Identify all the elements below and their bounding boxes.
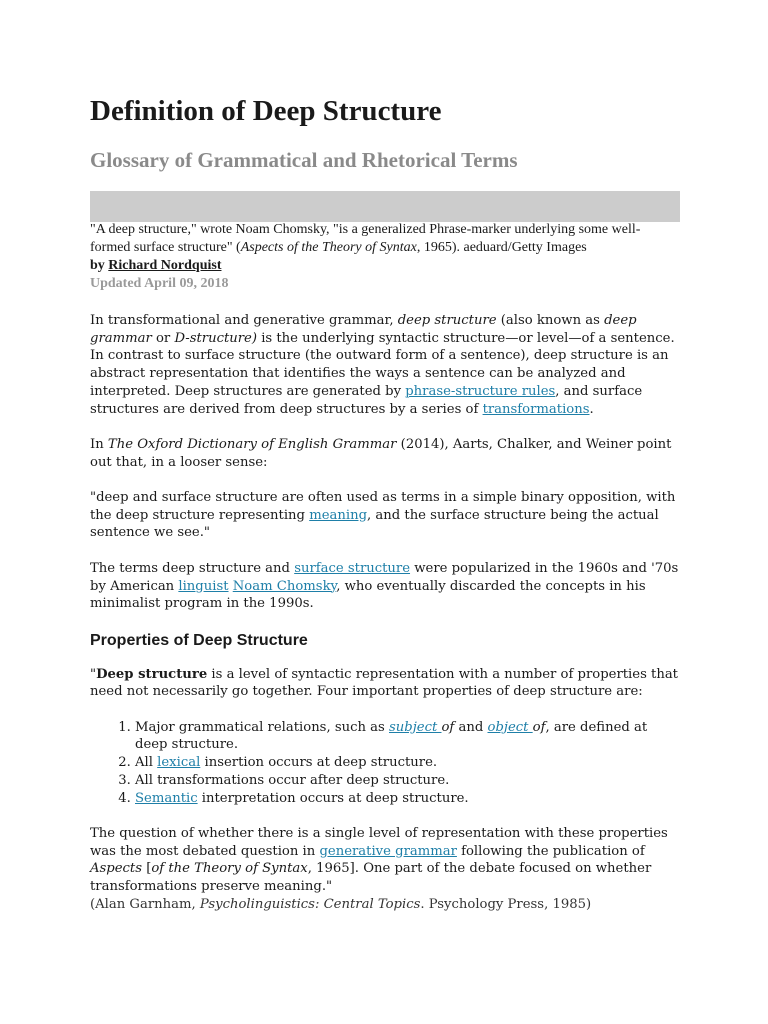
paragraph-debate: [90, 825, 680, 896]
text: following the publication of: [456, 843, 645, 859]
caption-text: , 1965). aeduard/Getty Images: [416, 240, 587, 255]
link-transformations[interactable]: transformations: [482, 401, 590, 417]
link-subject[interactable]: [389, 720, 441, 735]
text: is the underlying syntactic structure—or level—of a sentence. In contrast to surface structure (the outward form of a sentence), deep structure is an abstract representation that identifies the ways a sentence can be analyzed and interpreted. Deep structures are generated by: [90, 330, 675, 399]
link-surface-structure[interactable]: surface structure: [294, 560, 411, 576]
link-lexical[interactable]: lexical: [157, 755, 201, 771]
paragraph-history: [90, 560, 680, 613]
text: In transformational and generative grammar,: [90, 313, 398, 328]
term: D-structure): [174, 330, 258, 346]
text: , 1965]. One part of the debate focused on whether transformations preserve meaning.": [90, 861, 652, 894]
bold-term: Deep structure: [96, 666, 208, 682]
link-linguist[interactable]: linguist: [178, 578, 229, 594]
list-item: [135, 790, 680, 808]
link-object[interactable]: [488, 720, 533, 735]
link-text: object: [487, 719, 533, 735]
text: (2014), Aarts, Chalker, and Weiner point out that, in a looser sense:: [90, 436, 672, 470]
quote-source: [90, 896, 680, 914]
text: ": [90, 666, 97, 682]
text: of: [532, 719, 546, 735]
updated-date: Updated April 09, 2018: [90, 276, 229, 291]
paragraph-oxford: [90, 436, 680, 471]
text: and: [454, 719, 488, 735]
properties-list: [90, 719, 680, 808]
text: were popularized in the 1960s and '70s by American: [90, 560, 679, 594]
byline: [90, 257, 680, 275]
paragraph-intro: [90, 312, 680, 418]
text: Major grammatical relations, such as: [135, 719, 389, 735]
book-title: Aspects: [90, 861, 142, 877]
text: , and surface structures are derived from deep structures by a series of: [90, 383, 643, 417]
text: (Alan Garnham,: [90, 896, 200, 912]
paragraph-properties: [90, 666, 680, 701]
text: , and the surface structure being the actual sentence we see.": [90, 507, 659, 541]
text: All transformations occur after deep structure.: [135, 772, 450, 788]
list-item: [135, 772, 680, 790]
text: or: [151, 330, 175, 346]
text: All: [135, 755, 158, 771]
article-image[interactable]: [90, 191, 680, 222]
section-heading: Properties of Deep Structure: [90, 631, 308, 649]
paragraph-quote: [90, 489, 680, 542]
list-item: [135, 719, 680, 754]
text: , who eventually discarded the concepts in his minimalist program in the 1990s.: [90, 578, 646, 612]
link-semantic[interactable]: Semantic: [135, 790, 198, 806]
text: interpretation occurs at deep structure.: [197, 790, 469, 806]
article-body: [90, 312, 680, 931]
book-title: of the Theory of Syntax: [151, 861, 308, 877]
text: .: [589, 401, 594, 417]
text: "deep and surface structure are often used as terms in a simple binary opposition, with the deep structure representing: [90, 490, 676, 523]
text: . Psychology Press, 1985): [420, 896, 592, 912]
link-generative-grammar[interactable]: generative grammar: [319, 843, 457, 859]
term: deep grammar: [90, 313, 637, 346]
book-title: The Oxford Dictionary of English Grammar: [107, 436, 397, 452]
image-caption: [90, 221, 680, 257]
text: In: [90, 436, 108, 452]
text: is a level of syntactic representation with a number of properties that need not necessarily go together. Four important properties of deep structure are:: [90, 666, 678, 700]
term: deep structure: [397, 313, 497, 328]
text: The question of whether there is a single level of representation with these properties was the most debated question in: [90, 825, 668, 859]
page-subtitle: Glossary of Grammatical and Rhetorical Terms: [90, 148, 518, 172]
link-meaning[interactable]: meaning: [309, 507, 368, 523]
author-link[interactable]: Richard Nordquist: [108, 258, 222, 273]
page-title: Definition of Deep Structure: [90, 95, 442, 127]
text: , are defined at deep structure.: [135, 719, 648, 753]
book-title: Psycholinguistics: Central Topics: [199, 896, 421, 912]
list-item: [135, 754, 680, 772]
text: insertion occurs at deep structure.: [200, 755, 438, 771]
text: The terms deep structure and: [90, 560, 295, 576]
caption-text: "A deep structure," wrote Noam Chomsky, "is a generalized Phrase-marker underlying some well-formed surface structure" (: [90, 222, 641, 255]
link-noam-chomsky[interactable]: Noam Chomsky: [232, 578, 337, 594]
byline-prefix: by: [90, 258, 109, 273]
text: of: [441, 719, 455, 735]
caption-book-title: Aspects of the Theory of Syntax: [240, 240, 417, 255]
link-phrase-structure-rules[interactable]: phrase-structure rules: [405, 383, 556, 399]
link-text: subject: [389, 719, 442, 735]
text: [: [142, 861, 152, 877]
text: (also known as: [496, 313, 605, 328]
article-meta: [90, 221, 680, 293]
